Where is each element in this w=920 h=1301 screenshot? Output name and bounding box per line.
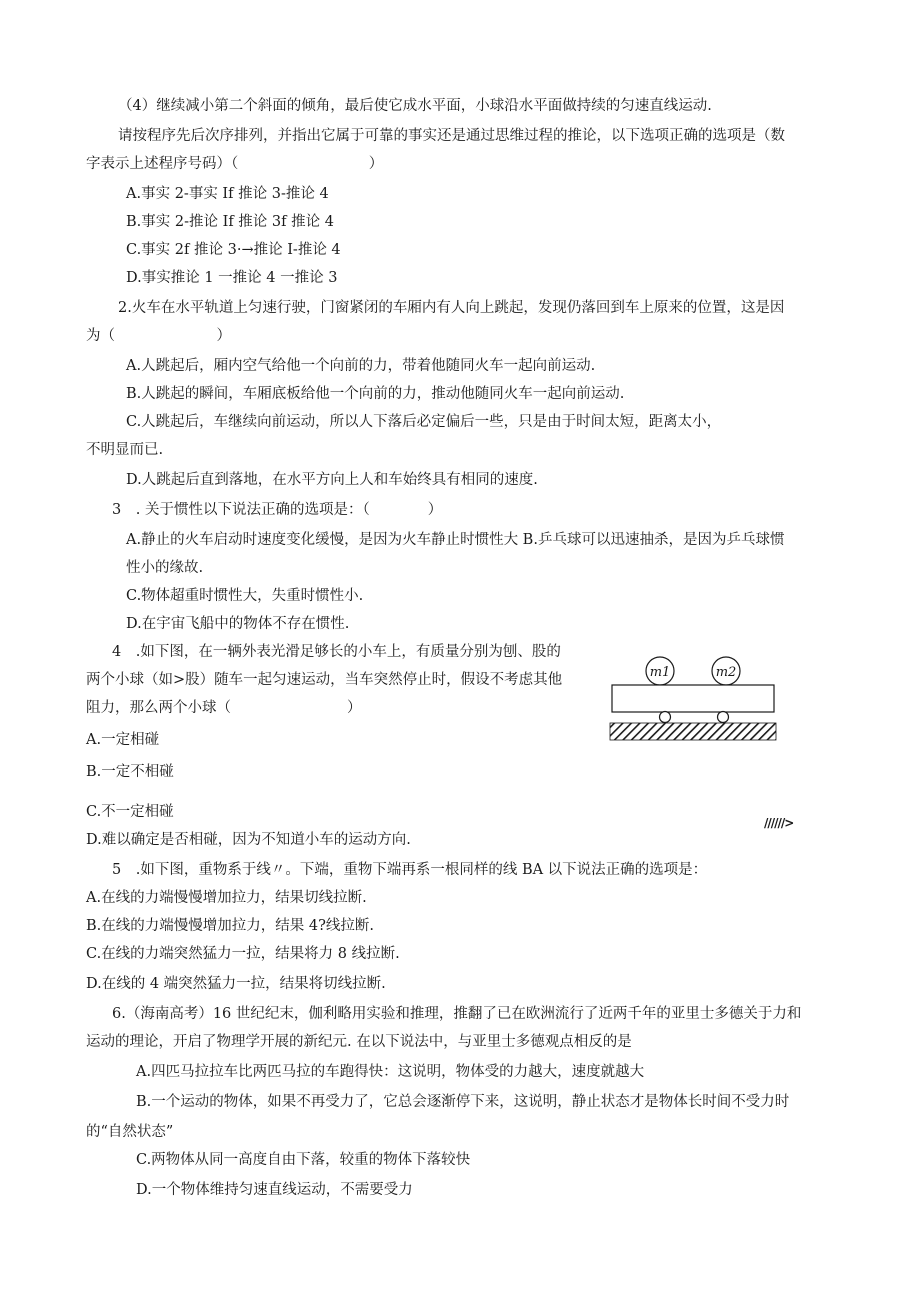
cart-wheel-left bbox=[660, 712, 671, 723]
option-line: D.事实推论 1 一推论 4 一推论 3 bbox=[126, 270, 338, 286]
question-line: 5 .如下图，重物系于线〃。下端，重物下端再系一根同样的线 BA 以下说法正确的选项是： bbox=[112, 862, 708, 878]
question-line: 为（ ） bbox=[86, 328, 231, 344]
ball-m2-label: m2 bbox=[715, 665, 737, 680]
cart-body bbox=[612, 685, 774, 712]
arrow-mark: //////> bbox=[764, 816, 794, 830]
text-line: （4）继续减小第二个斜面的倾角，最后使它成水平面，小球沿水平面做持续的匀速直线运动. bbox=[118, 98, 712, 114]
option-line: C.不一定相碰 bbox=[86, 804, 174, 820]
option-line: A.人跳起后，厢内空气给他一个向前的力，带着他随同火车一起向前运动. bbox=[126, 358, 596, 374]
option-line: A.事实 2-事实 If 推论 3-推论 4 bbox=[126, 186, 329, 202]
option-line: A.四匹马拉拉车比两匹马拉的车跑得快：这说明，物体受的力越大，速度就越大 bbox=[136, 1064, 645, 1080]
option-line: D.难以确定是否相碰，因为不知道小车的运动方向. bbox=[86, 832, 411, 848]
question-line: 2.火车在水平轨道上匀速行驶，门窗紧闭的车厢内有人向上跳起，发现仍落回到车上原来的位置，这是因 bbox=[118, 300, 785, 316]
option-line: B.一定不相碰 bbox=[86, 764, 174, 780]
ball-m1-label: m1 bbox=[649, 665, 671, 680]
question-line: 运动的理论，开启了物理学开展的新纪元. 在以下说法中，与亚里士多德观点相反的是 bbox=[86, 1034, 632, 1050]
question-line: 6.（海南高考）16 世纪纪末，伽利略用实验和推理，推翻了已在欧洲流行了近两千年的亚里士多德关于力和 bbox=[112, 1006, 802, 1022]
option-line: B.事实 2-推论 If 推论 3f 推论 4 bbox=[126, 214, 334, 230]
question-line: 3 . 关于惯性以下说法正确的选项是：（ ） bbox=[112, 502, 443, 518]
option-line: 的“自然状态” bbox=[86, 1124, 174, 1140]
option-line: D.在宇宙飞船中的物体不存在惯性. bbox=[126, 616, 350, 632]
option-line: A.一定相碰 bbox=[86, 732, 160, 748]
question-line: 阻力，那么两个小球（ ） bbox=[86, 700, 362, 716]
option-line: C.两物体从同一高度自由下落，较重的物体下落较快 bbox=[136, 1152, 471, 1168]
option-line: A.在线的力端慢慢增加拉力，结果切线拉断. bbox=[86, 890, 367, 906]
option-line: B.人跳起的瞬间，车厢底板给他一个向前的力，推动他随同火车一起向前运动. bbox=[126, 386, 625, 402]
option-line: D.一个物体维持匀速直线运动，不需要受力 bbox=[136, 1182, 413, 1198]
option-line: C.人跳起后，车继续向前运动，所以人下落后必定偏后一些，只是由于时间太短，距离太小， bbox=[126, 414, 722, 430]
question-line: 4 .如下图，在一辆外表光滑足够长的小车上，有质量分别为刨、股的 bbox=[112, 644, 561, 660]
ground-hatching bbox=[610, 723, 776, 740]
option-line: B.在线的力端慢慢增加拉力，结果 4?线拉断. bbox=[86, 918, 374, 934]
option-line: A.静止的火车启动时速度变化缓慢，是因为火车静止时惯性大 B.乒乓球可以迅速抽杀，是因为乒乓球惯 bbox=[126, 532, 785, 548]
option-line: C.在线的力端突然猛力一拉，结果将力 8 线拉断. bbox=[86, 946, 400, 962]
question-line: 两个小球（如>股）随车一起匀速运动，当车突然停止时，假设不考虑其他 bbox=[86, 672, 563, 688]
option-line: D.在线的 4 端突然猛力一拉，结果将切线拉断. bbox=[86, 976, 386, 992]
option-line: 性小的缘故. bbox=[126, 560, 204, 576]
text-line: 请按程序先后次序排列，并指出它属于可靠的事实还是通过思维过程的推论，以下选项正确的选项是（数 bbox=[118, 128, 785, 144]
cart-diagram bbox=[608, 652, 778, 744]
option-line: 不明显而已. bbox=[86, 442, 164, 458]
option-line: D.人跳起后直到落地，在水平方向上人和车始终具有相同的速度. bbox=[126, 472, 538, 488]
option-line: C.事实 2f 推论 3·→推论 I-推论 4 bbox=[126, 242, 341, 258]
cart-wheel-right bbox=[718, 712, 729, 723]
text-line: 字表示上述程序号码）（ ） bbox=[86, 156, 384, 172]
option-line: B.一个运动的物体，如果不再受力了，它总会逐渐停下来，这说明，静止状态才是物体长时间不受力时 bbox=[136, 1094, 790, 1110]
option-line: C.物体超重时惯性大，失重时惯性小. bbox=[126, 588, 364, 604]
